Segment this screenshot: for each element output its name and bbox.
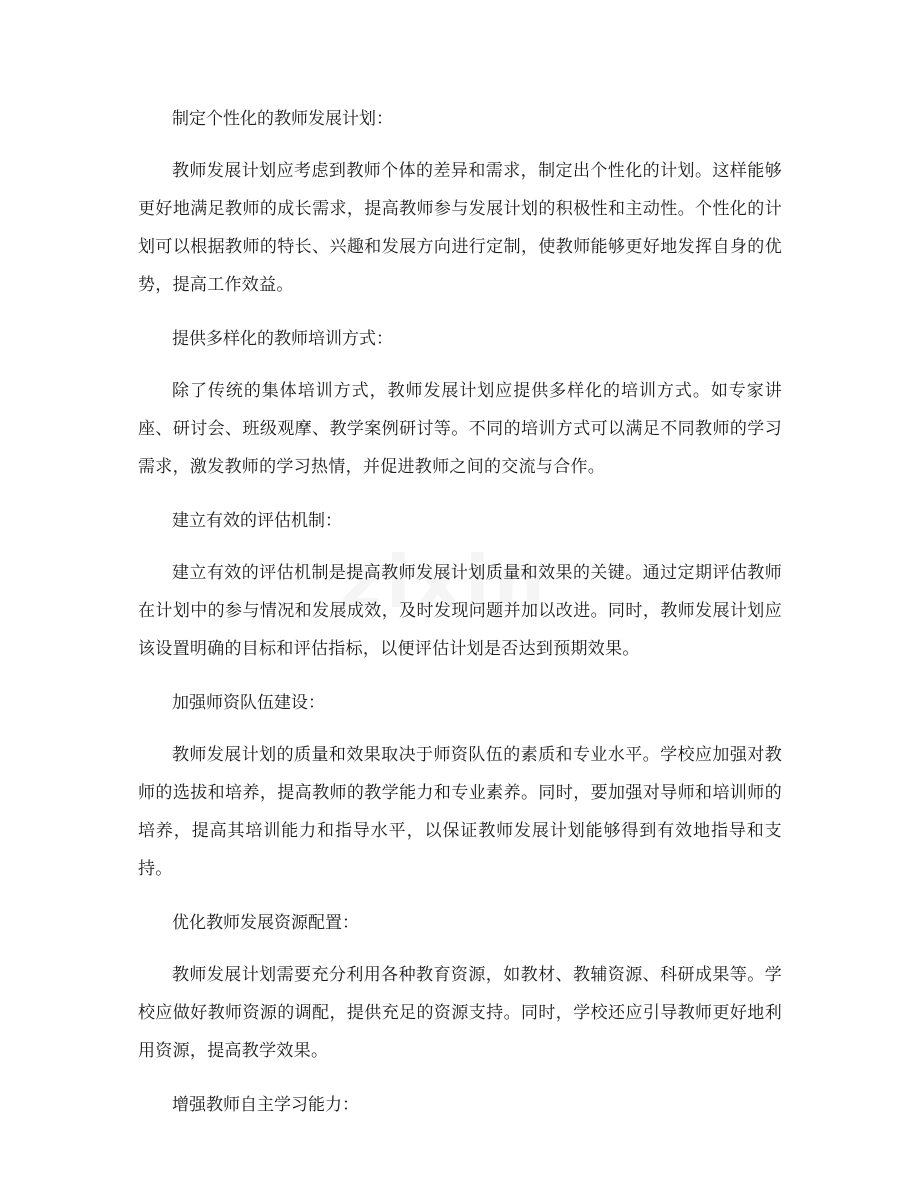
section-evaluation-mechanism bbox=[138, 502, 782, 668]
section-resource-allocation bbox=[138, 904, 782, 1070]
section-heading: 提供多样化的教师培训方式： bbox=[172, 329, 393, 349]
section-heading: 优化教师发展资源配置： bbox=[172, 913, 359, 933]
section-paragraph: 教师发展计划的质量和效果取决于师资队伍的素质和专业水平。学校应加强对教师的选拔和培养，提高教师的教学能力和专业素养。同时，要加强对导师和培训师的培养，提高其培训能力和指导水平，以保证教师发展计划能够得到有效地指导和支持。 bbox=[138, 745, 782, 879]
section-heading: 增强教师自主学习能力： bbox=[172, 1095, 359, 1115]
section-heading: 制定个性化的教师发展计划： bbox=[172, 109, 393, 129]
section-diverse-training bbox=[138, 320, 782, 486]
document-body bbox=[138, 100, 782, 1124]
section-self-learning bbox=[138, 1086, 782, 1124]
section-personalized-plan bbox=[138, 100, 782, 304]
section-paragraph: 除了传统的集体培训方式，教师发展计划应提供多样化的培训方式。如专家讲座、研讨会、班级观摩、教学案例研讨等。不同的培训方式可以满足不同教师的学习需求，激发教师的学习热情，并促进教师之间的交流与合作。 bbox=[138, 381, 782, 477]
section-paragraph: 建立有效的评估机制是提高教师发展计划质量和效果的关键。通过定期评估教师在计划中的参与情况和发展成效，及时发现问题并加以改进。同时，教师发展计划应该设置明确的目标和评估指标，以便评估计划是否达到预期效果。 bbox=[138, 563, 782, 659]
section-heading: 加强师资队伍建设： bbox=[172, 693, 325, 713]
section-paragraph: 教师发展计划需要充分利用各种教育资源，如教材、教辅资源、科研成果等。学校应做好教师资源的调配，提供充足的资源支持。同时，学校还应引导教师更好地利用资源，提高教学效果。 bbox=[138, 965, 782, 1061]
section-heading: 建立有效的评估机制： bbox=[172, 511, 342, 531]
section-paragraph: 教师发展计划应考虑到教师个体的差异和需求，制定出个性化的计划。这样能够更好地满足教师的成长需求，提高教师参与发展计划的积极性和主动性。个性化的计划可以根据教师的特长、兴趣和发展方向进行定制，使教师能够更好地发挥自身的优势，提高工作效益。 bbox=[138, 161, 782, 295]
section-faculty-building bbox=[138, 684, 782, 888]
